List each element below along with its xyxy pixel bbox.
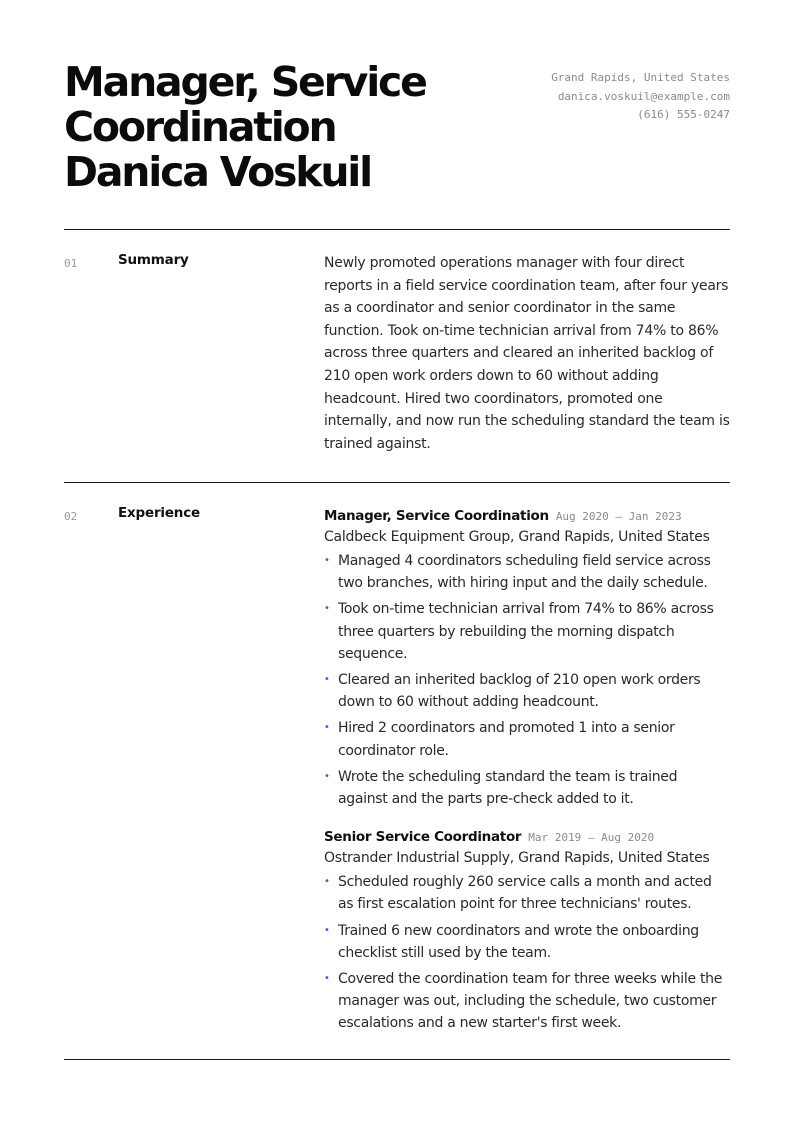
section-number: 02 (64, 510, 78, 523)
resume-header (64, 0, 730, 230)
job-bullets (324, 871, 730, 1034)
job-heading (324, 505, 730, 527)
job-entry (324, 505, 730, 810)
summary-text: Newly promoted operations manager with four direct reports in a field service coordination team, after four years as a coordinator and senior coordinator in the same function. Took on-time technician arrival from 74% to 86% across three quarters and cleared an inherited backlog of 210 open work orders down to 60 without adding headcount. Hired two coordinators, promoted one internally, and now run the scheduling standard the team is trained against. (324, 255, 730, 452)
bullet-item: • Cleared an inherited backlog of 210 open work orders down to 60 without adding headcount. (324, 669, 730, 713)
title-line-name: Danica Voskuil (64, 148, 372, 196)
experience-section (64, 483, 730, 1060)
section-number: 01 (64, 257, 78, 270)
contact-email[interactable]: danica.voskuil@example.com (557, 89, 730, 103)
bullet-item: • Wrote the scheduling standard the team is trained against and the parts pre-check added to it. (324, 766, 730, 810)
title-line-role-2: Coordination (64, 103, 336, 151)
bullet-item: • Took on-time technician arrival from 74% to 86% across three quarters by rebuilding the morning dispatch sequence. (324, 598, 730, 665)
contact-location: Grand Rapids, United States (551, 71, 730, 84)
job-company: Caldbeck Equipment Group, Grand Rapids, United States (324, 529, 710, 545)
resume-page (64, 0, 730, 1060)
section-title: Summary (118, 252, 189, 268)
job-bullets (324, 550, 730, 810)
bullet-item: • Scheduled roughly 260 service calls a month and acted as first escalation point for three technicians' routes. (324, 871, 730, 915)
section-title: Experience (118, 505, 200, 521)
job-heading (324, 826, 730, 848)
job-dates: Aug 2020 – Jan 2023 (555, 510, 682, 523)
resume-title (64, 60, 484, 195)
experience-list (324, 505, 730, 1051)
title-line-role-1: Manager, Service (64, 58, 426, 106)
summary-section (64, 230, 730, 483)
contact-phone[interactable]: (616) 555-0247 (637, 108, 730, 121)
bullet-item: • Covered the coordination team for three weeks while the manager was out, including the schedule, two customer escalations and a new starter's first week. (324, 968, 730, 1035)
bullet-item: • Hired 2 coordinators and promoted 1 into a senior coordinator role. (324, 717, 730, 761)
bullet-item: • Trained 6 new coordinators and wrote the onboarding checklist still used by the team. (324, 920, 730, 964)
bullet-item: • Managed 4 coordinators scheduling field service across two branches, with hiring input and the daily schedule. (324, 550, 730, 594)
job-company: Ostrander Industrial Supply, Grand Rapids, United States (324, 850, 710, 867)
job-role: Senior Service Coordinator (324, 829, 522, 846)
job-dates: Mar 2019 – Aug 2020 (528, 831, 655, 845)
job-role: Manager, Service Coordination (324, 508, 549, 524)
job-entry (324, 826, 730, 1034)
contact-block (551, 69, 730, 125)
